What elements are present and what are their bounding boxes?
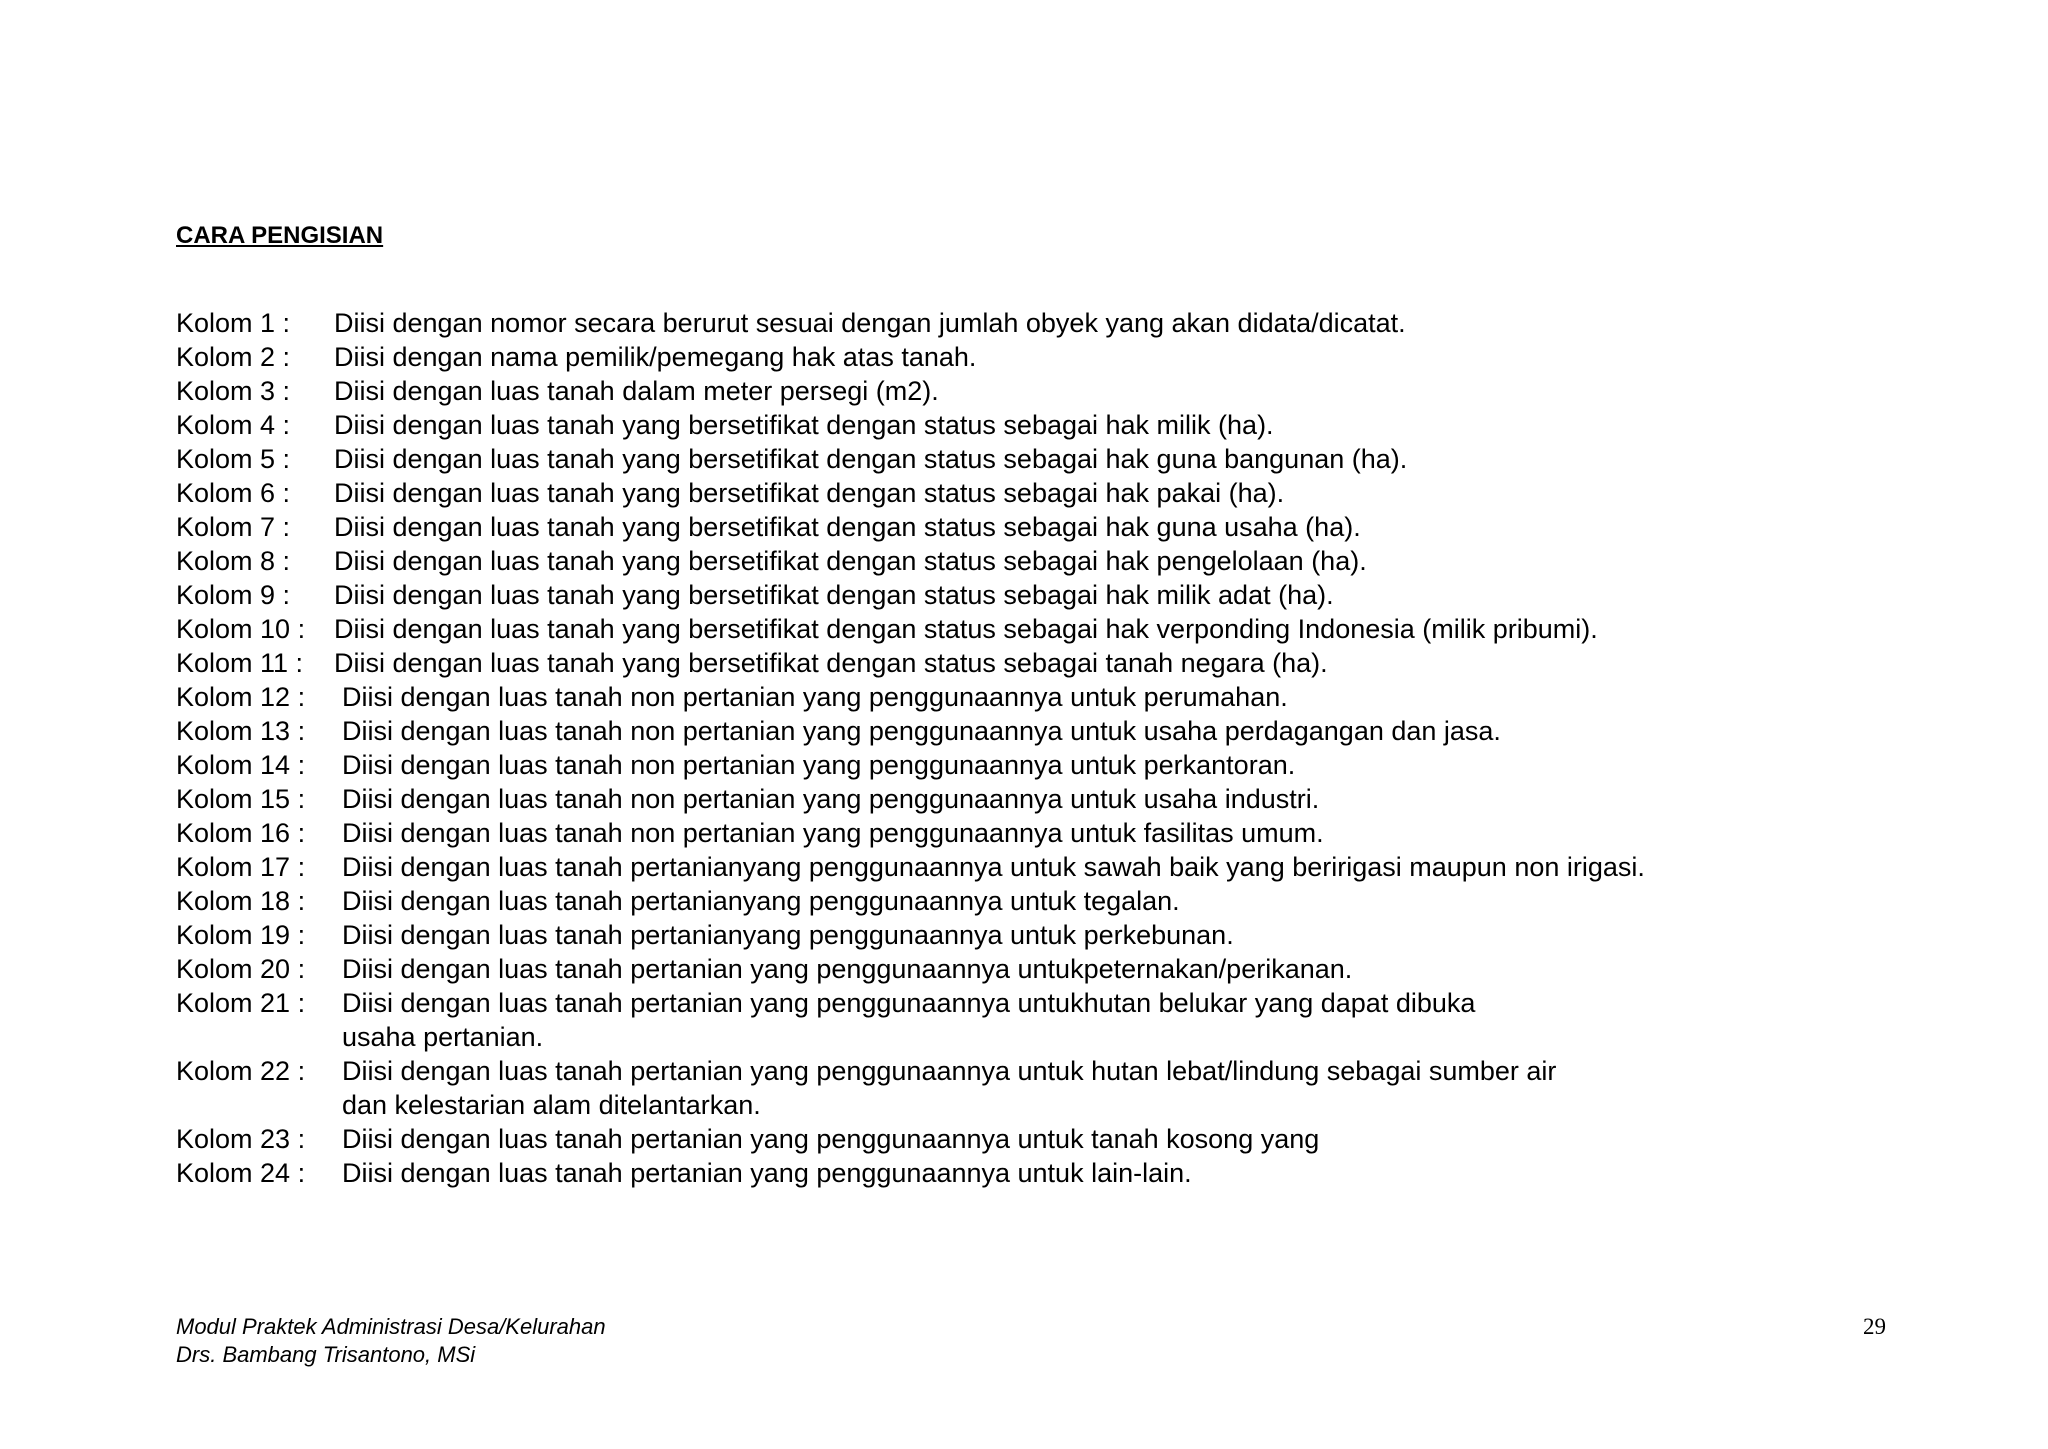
column-description: [334, 442, 1876, 476]
description-line: Diisi dengan luas tanah non pertanian yang penggunaannya untuk usaha perdagangan dan jasa.: [342, 716, 1501, 746]
column-description: [342, 816, 1876, 850]
column-description: [342, 782, 1876, 816]
column-label: Kolom 21 :: [176, 988, 306, 1018]
list-item: [176, 918, 1876, 952]
list-item: [176, 884, 1876, 918]
list-item: [176, 306, 1876, 340]
column-label: Kolom 10 :: [176, 614, 306, 644]
column-label: Kolom 11 :: [176, 648, 304, 678]
column-description: [342, 850, 1876, 884]
description-line: Diisi dengan luas tanah yang bersetifikat dengan status sebagai hak milik (ha).: [334, 410, 1274, 440]
column-label: Kolom 12 :: [176, 682, 306, 712]
description-line: Diisi dengan luas tanah pertanian yang penggunaannya untukpeternakan/perikanan.: [342, 954, 1353, 984]
column-label: Kolom 22 :: [176, 1056, 306, 1086]
description-line: Diisi dengan luas tanah yang bersetifikat dengan status sebagai hak verponding Indonesia (milik pribumi).: [334, 614, 1598, 644]
column-description: [342, 986, 1876, 1054]
description-line: Diisi dengan luas tanah pertanianyang penggunaannya untuk sawah baik yang beririgasi maupun non irigasi.: [342, 852, 1645, 882]
footer-module-title: Modul Praktek Administrasi Desa/Kelurahan: [176, 1314, 606, 1339]
list-item: [176, 544, 1876, 578]
list-item: [176, 374, 1876, 408]
column-description: [342, 1054, 1876, 1122]
page-number: 29: [1863, 1314, 1886, 1339]
column-label: Kolom 1 :: [176, 308, 291, 338]
description-line: dan kelestarian alam ditelantarkan.: [342, 1090, 761, 1120]
description-line: Diisi dengan luas tanah yang bersetifikat dengan status sebagai hak milik adat (ha).: [334, 580, 1334, 610]
column-description: [342, 1156, 1876, 1190]
description-line: Diisi dengan luas tanah pertanian yang penggunaannya untuk tanah kosong yang: [342, 1124, 1320, 1154]
description-line: Diisi dengan luas tanah pertanianyang penggunaannya untuk perkebunan.: [342, 920, 1234, 950]
description-line: Diisi dengan luas tanah yang bersetifikat dengan status sebagai hak pengelolaan (ha).: [334, 546, 1367, 576]
list-item: [176, 1054, 1876, 1122]
column-label: Kolom 6 :: [176, 478, 291, 508]
column-description: [342, 952, 1876, 986]
column-label: Kolom 17 :: [176, 852, 306, 882]
list-item: [176, 578, 1876, 612]
description-line: Diisi dengan luas tanah yang bersetifikat dengan status sebagai hak pakai (ha).: [334, 478, 1285, 508]
description-line: Diisi dengan luas tanah non pertanian yang penggunaannya untuk usaha industri.: [342, 784, 1320, 814]
column-label: Kolom 24 :: [176, 1158, 306, 1188]
column-description: [334, 544, 1876, 578]
column-description: [342, 680, 1876, 714]
description-line: Diisi dengan luas tanah dalam meter persegi (m2).: [334, 376, 939, 406]
column-description: [342, 1122, 1876, 1156]
column-label: Kolom 8 :: [176, 546, 291, 576]
description-line: Diisi dengan luas tanah non pertanian yang penggunaannya untuk perumahan.: [342, 682, 1288, 712]
list-item: [176, 748, 1876, 782]
list-item: [176, 1156, 1876, 1190]
list-item: [176, 408, 1876, 442]
column-label: Kolom 20 :: [176, 954, 306, 984]
list-item: [176, 986, 1876, 1054]
column-description: [342, 748, 1876, 782]
list-item: [176, 476, 1876, 510]
list-item: [176, 340, 1876, 374]
page-title: CARA PENGISIAN: [176, 222, 384, 249]
description-line: Diisi dengan luas tanah pertanian yang penggunaannya untuk lain-lain.: [342, 1158, 1192, 1188]
column-description: [334, 306, 1876, 340]
column-description: [334, 510, 1876, 544]
column-description: [334, 612, 1876, 646]
description-line: usaha pertanian.: [342, 1022, 544, 1052]
description-line: Diisi dengan luas tanah yang bersetifikat dengan status sebagai hak guna usaha (ha).: [334, 512, 1361, 542]
description-line: Diisi dengan luas tanah non pertanian yang penggunaannya untuk perkantoran.: [342, 750, 1296, 780]
description-line: Diisi dengan luas tanah non pertanian yang penggunaannya untuk fasilitas umum.: [342, 818, 1324, 848]
description-line: Diisi dengan luas tanah pertanianyang penggunaannya untuk tegalan.: [342, 886, 1180, 916]
column-label: Kolom 7 :: [176, 512, 291, 542]
list-item: [176, 714, 1876, 748]
column-label: Kolom 3 :: [176, 376, 291, 406]
description-line: Diisi dengan luas tanah yang bersetifikat dengan status sebagai hak guna bangunan (ha).: [334, 444, 1408, 474]
column-label: Kolom 15 :: [176, 784, 306, 814]
column-label: Kolom 23 :: [176, 1124, 306, 1154]
list-item: [176, 952, 1876, 986]
list-item: [176, 680, 1876, 714]
column-description: [342, 918, 1876, 952]
list-item: [176, 510, 1876, 544]
column-description: [334, 646, 1876, 680]
column-label: Kolom 5 :: [176, 444, 291, 474]
list-item: [176, 782, 1876, 816]
column-label: Kolom 16 :: [176, 818, 306, 848]
column-description: [334, 340, 1876, 374]
list-item: [176, 442, 1876, 476]
column-label: Kolom 13 :: [176, 716, 306, 746]
list-item: [176, 816, 1876, 850]
list-item: [176, 850, 1876, 884]
column-label: Kolom 14 :: [176, 750, 306, 780]
description-line: Diisi dengan luas tanah pertanian yang penggunaannya untuk hutan lebat/lindung sebagai sumber air: [342, 1056, 1557, 1086]
column-label: Kolom 9 :: [176, 580, 291, 610]
column-label: Kolom 19 :: [176, 920, 306, 950]
column-label: Kolom 18 :: [176, 886, 306, 916]
column-description: [334, 374, 1876, 408]
column-label: Kolom 4 :: [176, 410, 291, 440]
column-label: Kolom 2 :: [176, 342, 291, 372]
description-line: Diisi dengan nomor secara berurut sesuai dengan jumlah obyek yang akan didata/dicatat.: [334, 308, 1406, 338]
list-item: [176, 612, 1876, 646]
column-description: [334, 408, 1876, 442]
list-item: [176, 646, 1876, 680]
instruction-list: [176, 306, 1876, 1190]
description-line: Diisi dengan luas tanah yang bersetifikat dengan status sebagai tanah negara (ha).: [334, 648, 1328, 678]
description-line: Diisi dengan nama pemilik/pemegang hak atas tanah.: [334, 342, 977, 372]
column-description: [342, 714, 1876, 748]
footer-author: Drs. Bambang Trisantono, MSi: [176, 1342, 476, 1367]
description-line: Diisi dengan luas tanah pertanian yang penggunaannya untukhutan belukar yang dapat dibuka: [342, 988, 1476, 1018]
column-description: [342, 884, 1876, 918]
list-item: [176, 1122, 1876, 1156]
column-description: [334, 578, 1876, 612]
column-description: [334, 476, 1876, 510]
page-footer: [176, 1313, 606, 1369]
